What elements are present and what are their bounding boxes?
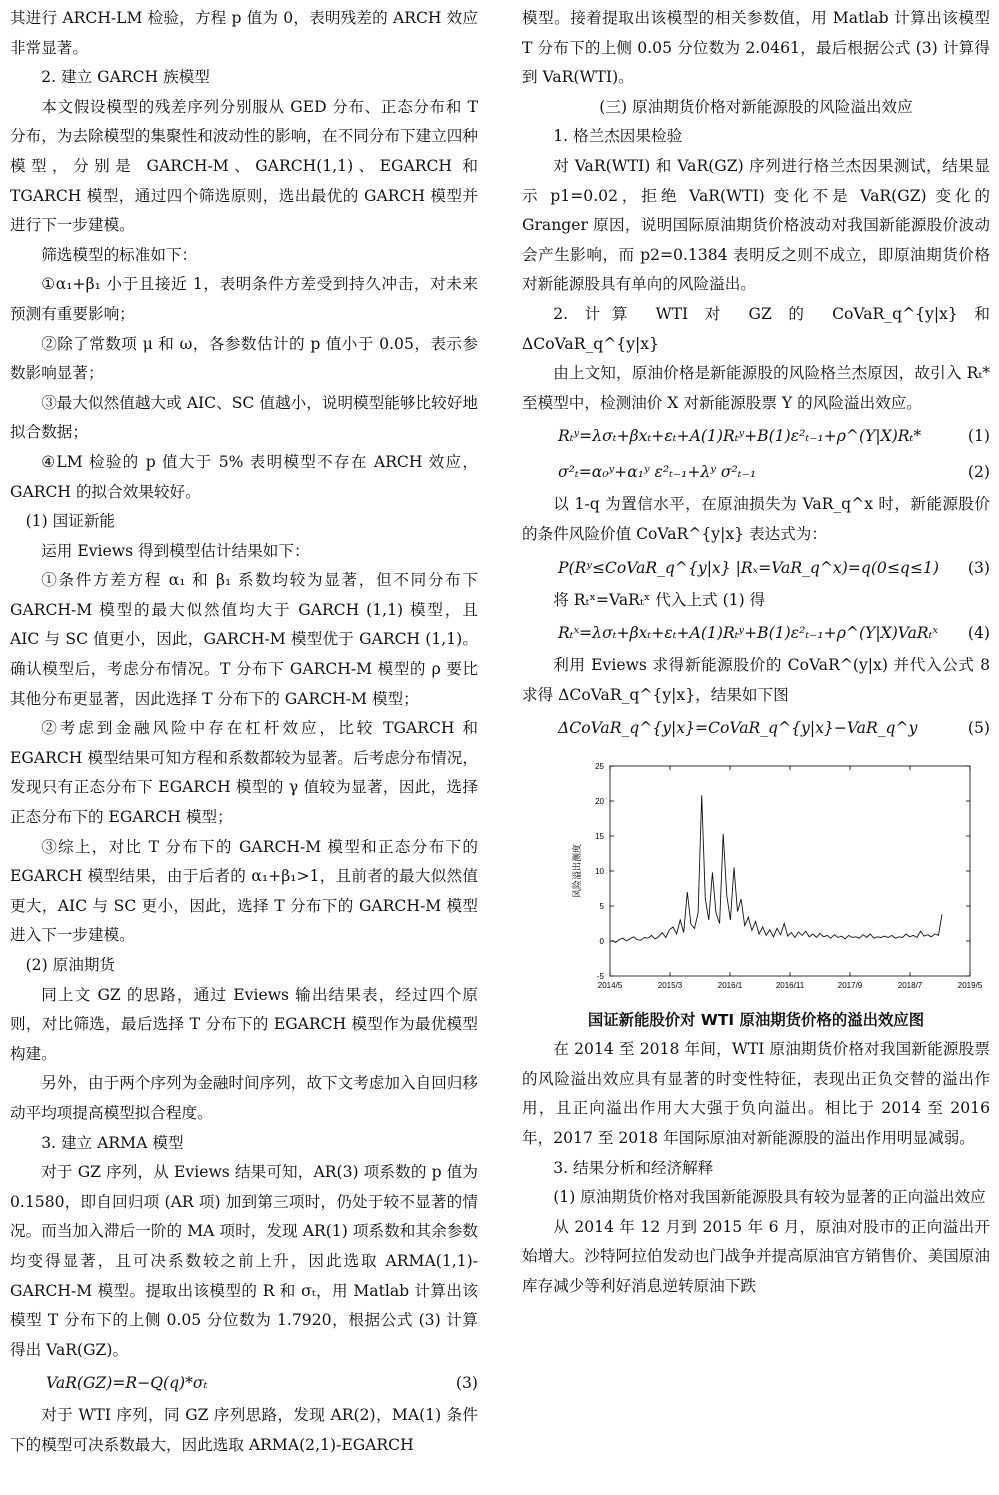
equation-expression: Rₜˣ=λσₜ+βxₜ+εₜ+A(1)Rₜʸ+B(1)ε²ₜ₋₁+ρ^(Y|X)VaRₜˣ xyxy=(558,624,939,643)
left-column xyxy=(10,4,478,1461)
equation-number: (4) xyxy=(967,624,990,643)
paragraph: 从 2014 年 12 月到 2015 年 6 月，原油对股市的正向溢出开始增大。沙特阿拉伯发动也门战争并提高原油官方销售价、美国原油库存减少等利好消息逆转原油下跌 xyxy=(522,1217,990,1296)
paragraph: 利用 Eviews 求得新能源股价的 CoVaR^(y|x) 并代入公式 8 求得 ΔCoVaR_q^{y|x}，结果如下图 xyxy=(522,656,990,704)
right-column xyxy=(522,4,990,1302)
paragraph: 本文假设模型的残差序列分别服从 GED 分布、正态分布和 T 分布，为去除模型的集聚性和波动性的影响，在不同分布下建立四种模型，分别是 GARCH-M、GARCH(1,1)、EGARCH 和 TGARCH 模型，通过四个筛选原则，选出最优的 GARCH 模型并进行下一步建模。 xyxy=(10,97,478,235)
paragraph: 由上文知，原油价格是新能源股的风险格兰杰原因，故引入 Rₜ* 至模型中，检测油价 X 对新能源股票 Y 的风险溢出效应。 xyxy=(522,364,990,412)
x-tick-label: 2014/5 xyxy=(597,981,623,991)
paragraph: ②考虑到金融风险中存在杠杆效应，比较 TGARCH 和 EGARCH 模型结果可知方程和系数都较为显著。后考虑分布情况，发现只有正态分布下 EGARCH 模型的 γ 值较为显著，因此，选择正态分布下的 EGARCH 模型； xyxy=(10,719,478,827)
paragraph: ①条件方差方程 α₁ 和 β₁ 系数均较为显著，但不同分布下 GARCH-M 模型的最大似然值均大于 GARCH (1,1) 模型，且 AIC 与 SC 值更小，因此，GARCH-M 模型优于 GARCH (1,1)。确认模型后，考虑分布情况。T 分布下 GARCH-M 模型的 ρ 要比其他分布更显著，因此选择 T 分布下的 GARCH-M 模型； xyxy=(10,571,478,708)
section-heading: 2. 建立 GARCH 族模型 xyxy=(41,68,210,87)
section-title: (三) 原油期货价格对新能源股的风险溢出效应 xyxy=(599,97,913,116)
y-tick-label: 10 xyxy=(595,867,604,877)
equation xyxy=(522,550,990,586)
equation-number: (5) xyxy=(967,719,990,738)
y-axis-label: 风险溢出测度 xyxy=(572,844,582,899)
subsection-heading: (2) 原油期货 xyxy=(25,956,116,974)
equation-number: (1) xyxy=(967,427,990,446)
paragraph: 以 1-q 为置信水平，在原油损失为 VaR_q^x 时，新能源股价的条件风险价值 CoVaR^{y|x} 表达式为： xyxy=(522,495,990,543)
paragraph: 对 VaR(WTI) 和 VaR(GZ) 序列进行格兰杰因果测试，结果显示 p1=0.02，拒绝 VaR(WTI) 变化不是 VaR(GZ) 变化的 Granger 原因，说明国际原油期货价格波动对我国新能源股价波动会产生影响，而 p2=0.1384 表明反之则不成立，即原油期货价格对新能源股具有单向的风险溢出。 xyxy=(522,156,990,294)
equation xyxy=(522,454,990,490)
equation-expression: ΔCoVaR_q^{y|x}=CoVaR_q^{y|x}−VaR_q^y xyxy=(558,719,918,738)
y-tick-label: 5 xyxy=(599,902,604,912)
section-heading: 2. 计算 WTI 对 GZ 的 CoVaR_q^{y|x} 和 ΔCoVaR_q^{y|x} xyxy=(522,304,990,353)
equation-number: (3) xyxy=(967,558,990,577)
right-column-top xyxy=(522,4,990,746)
section-heading: 3. 建立 ARMA 模型 xyxy=(41,1133,184,1152)
paragraph: 将 Rₜˣ=VaRₜˣ 代入上式 (1) 得 xyxy=(553,590,766,609)
x-tick-label: 2016/11 xyxy=(775,981,805,991)
equation xyxy=(522,615,990,651)
spillover-chart xyxy=(558,756,990,1006)
paragraph: ①α₁+β₁ 小于且接近 1，表明条件方差受到持久冲击，对未来预测有重要影响； xyxy=(10,275,478,323)
y-tick-label: 15 xyxy=(595,832,604,842)
equation-number: (2) xyxy=(967,463,990,482)
paragraph: (1) 原油期货价格对我国新能源股具有较为显著的正向溢出效应 xyxy=(553,1188,986,1207)
x-tick-label: 2018/7 xyxy=(897,981,923,991)
paragraph: ②除了常数项 μ 和 ω，各参数估计的 p 值小于 0.05，表示参数影响显著； xyxy=(10,334,478,383)
right-column-bottom xyxy=(522,1035,990,1301)
equation-expression: σ²ₜ=α₀ʸ+α₁ʸ ε²ₜ₋₁+λʸ σ²ₜ₋₁ xyxy=(558,463,757,482)
paragraph: 同上文 GZ 的思路，通过 Eviews 输出结果表，经过四个原则，对比筛选，最后选择 T 分布下的 EGARCH 模型作为最优模型构建。 xyxy=(10,985,478,1063)
y-tick-label: 20 xyxy=(595,797,604,807)
subsection-heading: (1) 国证新能 xyxy=(25,512,116,531)
paragraph: ④LM 检验的 p 值大于 5% 表明模型不存在 ARCH 效应，GARCH 的拟合效果较好。 xyxy=(10,452,478,501)
chart-svg xyxy=(558,756,990,1006)
paragraph: ③最大似然值越大或 AIC、SC 值越小，说明模型能够比较好地拟合数据； xyxy=(10,393,478,442)
equation xyxy=(522,418,990,454)
paragraph: 对于 WTI 序列，同 GZ 序列思路，发现 AR(2)，MA(1) 条件下的模型可决系数最大，因此选取 ARMA(2,1)-EGARCH xyxy=(10,1406,478,1454)
paragraph: 筛选模型的标准如下： xyxy=(41,245,198,264)
plot-frame xyxy=(610,766,970,976)
section-heading: 1. 格兰杰因果检验 xyxy=(553,127,683,146)
x-tick-label: 2015/3 xyxy=(657,981,683,991)
equation xyxy=(522,710,990,746)
y-tick-label: 0 xyxy=(599,937,604,947)
paragraph: 在 2014 至 2018 年间，WTI 原油期货价格对我国新能源股票的风险溢出效应具有显著的时变性特征，表现出正负交替的溢出作用，且正向溢出作用大大强于负向溢出。相比于 2014 至 2016 年，2017 至 2018 年国际原油对新能源股的溢出作用明显减弱。 xyxy=(522,1040,990,1148)
figure-caption: 国证新能股价对 WTI 原油期货价格的溢出效应图 xyxy=(587,1011,925,1030)
paragraph: 运用 Eviews 得到模型估计结果如下： xyxy=(41,541,310,560)
paragraph: ③综上，对比 T 分布下的 GARCH-M 模型和正态分布下的 EGARCH 模型结果，由于后者的 α₁+β₁>1，且前者的最大似然值更大，AIC 与 SC 更小，因此，选择 T 分布下的 GARCH-M 模型进入下一步建模。 xyxy=(10,837,478,945)
x-tick-label: 2019/5 xyxy=(957,981,983,991)
y-tick-label: -5 xyxy=(596,972,604,982)
section-heading: 3. 结果分析和经济解释 xyxy=(553,1158,714,1177)
y-tick-label: 25 xyxy=(595,762,604,772)
x-tick-label: 2016/1 xyxy=(717,981,743,991)
series-line xyxy=(612,796,942,943)
paragraph: 对于 GZ 序列，从 Eviews 结果可知，AR(3) 项系数的 p 值为 0.1580，即自回归项 (AR 项) 加到第三项时，仍处于较不显著的情况。而当加入滞后一阶的 MA 项时，发现 AR(1) 项系数和其余参数均变得显著，且可决系数较之前上升，因此选取 ARMA(1,1)-GARCH-M 模型。提取出该模型的 R 和 σₜ，用 Matlab 计算出该模型 T 分布下的上侧 0.05 分位数为 1.7920，根据公式 (3) 计算得出 VaR(GZ)。 xyxy=(10,1163,478,1359)
equation-expression: Rₜʸ=λσₜ+βxₜ+εₜ+A(1)Rₜʸ+B(1)ε²ₜ₋₁+ρ^(Y|X)Rₜ* xyxy=(558,427,922,446)
paragraph: 模型。接着提取出该模型的相关参数值，用 Matlab 计算出该模型 T 分布下的上侧 0.05 分位数为 2.0461，最后根据公式 (3) 计算得到 VaR(WTI)。 xyxy=(522,9,990,87)
equation-expression: VaR(GZ)=R−Q(q)*σₜ xyxy=(46,1374,208,1393)
x-tick-label: 2017/9 xyxy=(837,981,863,991)
equation-number: (3) xyxy=(455,1374,478,1393)
paragraph: 其进行 ARCH-LM 检验，方程 p 值为 0，表明残差的 ARCH 效应非常显著。 xyxy=(10,9,478,57)
paragraph: 另外，由于两个序列为金融时间序列，故下文考虑加入自回归移动平均项提高模型拟合程度。 xyxy=(10,1074,478,1122)
equation-expression: P(Rʸ≤CoVaR_q^{y|x} |Rₓ=VaR_q^x)=q(0≤q≤1) xyxy=(558,558,939,577)
equation xyxy=(10,1365,478,1401)
